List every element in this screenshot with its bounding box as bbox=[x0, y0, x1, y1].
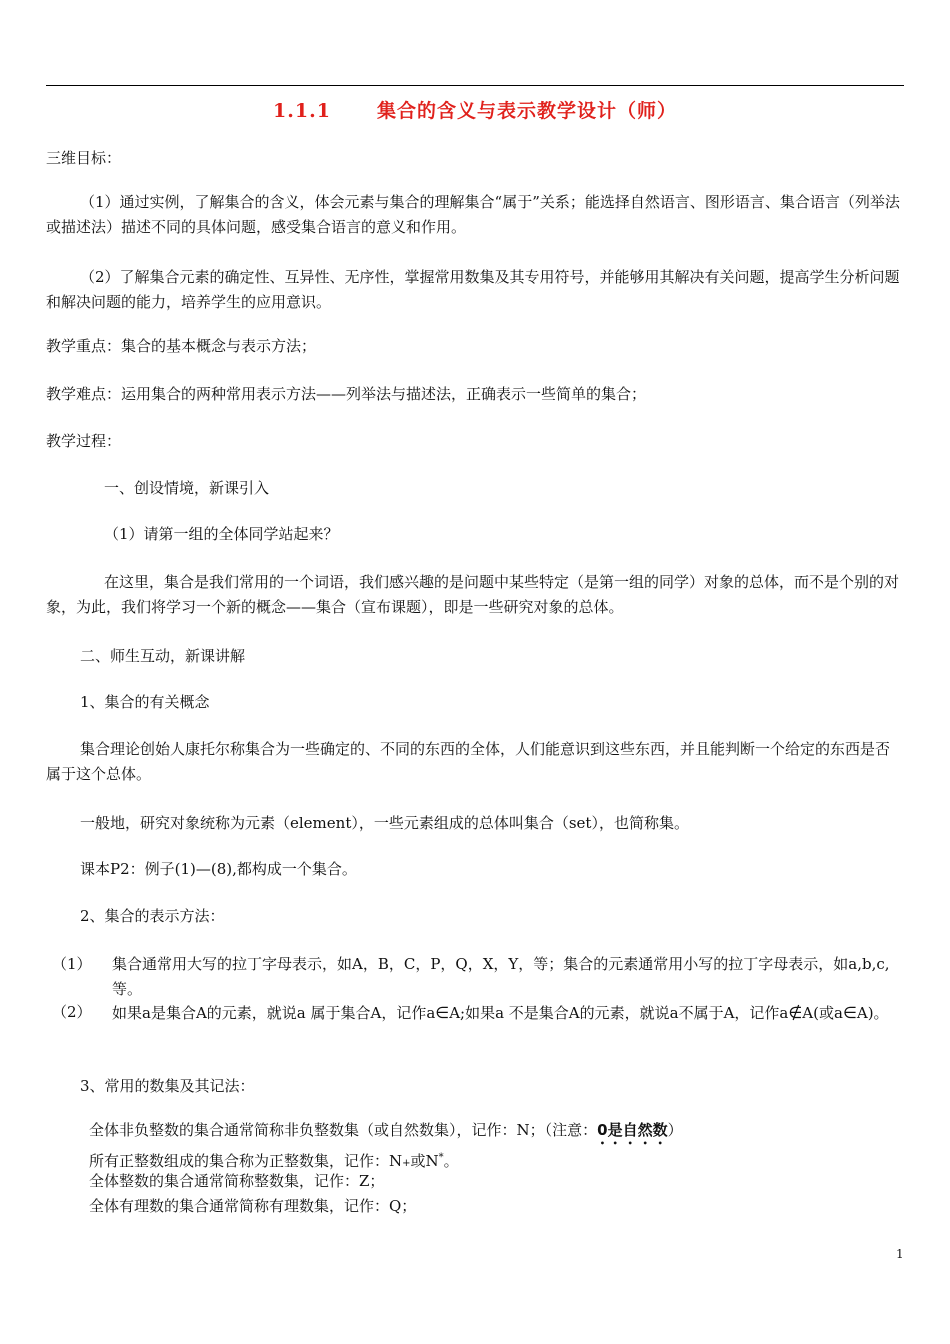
sub2-item-2 bbox=[52, 1000, 904, 1050]
header-rule bbox=[46, 85, 904, 86]
item-2-part-b: A;如果a 不是集合A的元素，就说a不属于A，记作a bbox=[449, 1004, 789, 1022]
section-number: 1.1.1 bbox=[273, 100, 331, 122]
item-1-text: 集合通常用大写的拉丁字母表示，如A，B，C，P，Q，X，Y，等；集合的元素通常用小写的拉丁字母表示，如a,b,c,等。 bbox=[112, 955, 890, 998]
process-heading: 教学过程： bbox=[46, 432, 122, 450]
sub3-heading: 3、常用的数集及其记法： bbox=[80, 1077, 255, 1095]
key-point: 教学重点：集合的基本概念与表示方法； bbox=[46, 337, 317, 355]
difficulty: 教学难点：运用集合的两种常用表示方法——列举法与描述法，正确表示一些简单的集合； bbox=[46, 385, 647, 403]
natural-number-note: 0是自然数 bbox=[597, 1121, 668, 1139]
goal-item-2: （2）了解集合元素的确定性、互异性、无序性，掌握常用数集及其专用符号，并能够用其解决有关问题，提高学生分析问题和解决问题的能力，培养学生的应用意识。 bbox=[46, 268, 900, 311]
plus-subscript: + bbox=[402, 1158, 411, 1169]
page-number: 1 bbox=[896, 1247, 904, 1261]
title-text: 集合的含义与表示教学设计（师） bbox=[376, 100, 677, 122]
part2-heading: 二、师生互动，新课讲解 bbox=[80, 647, 246, 665]
part1-question: （1）请第一组的全体同学站起来？ bbox=[104, 525, 339, 543]
sub3-line-1-end: ） bbox=[667, 1121, 683, 1139]
document-title bbox=[0, 96, 950, 123]
element-of-symbol-2: ∈ bbox=[842, 1003, 857, 1022]
item-2-part-d: A)。 bbox=[856, 1004, 889, 1022]
goals-heading: 三维目标： bbox=[46, 149, 122, 167]
sub3-line-2-end: 。 bbox=[443, 1152, 459, 1170]
part1-heading: 一、创设情境，新课引入 bbox=[104, 479, 270, 497]
item-2-label: （2） bbox=[52, 1003, 92, 1021]
item-2-part-c: A(或a bbox=[802, 1004, 843, 1022]
sub3-line-1 bbox=[89, 1118, 683, 1148]
sub1-text-2: 一般地，研究对象统称为元素（element），一些元素组成的总体叫集合（set），也简称集。 bbox=[80, 814, 689, 832]
not-element-of-symbol: ∉ bbox=[788, 1003, 803, 1022]
sub1-heading: 1、集合的有关概念 bbox=[80, 693, 210, 711]
sub1-text-1: 集合理论创始人康托尔称集合为一些确定的、不同的东西的全体，人们能意识到这些东西，并且能判断一个给定的东西是否属于这个总体。 bbox=[46, 740, 891, 783]
element-of-symbol: ∈ bbox=[435, 1003, 450, 1022]
sub2-heading: 2、集合的表示方法： bbox=[80, 907, 225, 925]
sub3-line-4: 全体有理数的集合通常简称有理数集，记作：Q； bbox=[89, 1197, 417, 1215]
sub3-line-1-text: 全体非负整数的集合通常简称非负整数集（或自然数集），记作：N；（注意： bbox=[89, 1121, 598, 1139]
sub2-item-1 bbox=[52, 952, 904, 1002]
goal-item-1: （1）通过实例，了解集合的含义，体会元素与集合的理解集合“属于”关系；能选择自然语言、图形语言、集合语言（列举法或描述法）描述不同的具体问题，感受集合语言的意义和作用。 bbox=[46, 193, 900, 236]
sub3-line-3: 全体整数的集合通常简称整数集，记作：Z； bbox=[89, 1172, 385, 1190]
item-2-part-a: 如果a是集合A的元素，就说a 属于集合A，记作a bbox=[112, 1004, 436, 1022]
sub3-line-2-or: 或N bbox=[410, 1152, 439, 1170]
star-superscript: * bbox=[438, 1152, 444, 1163]
item-2-text bbox=[112, 1000, 904, 1026]
sub1-text-3: 课本P2：例子(1)—(8),都构成一个集合。 bbox=[80, 860, 357, 878]
item-1-label: （1） bbox=[52, 955, 92, 973]
sub3-line-2-text: 所有正整数组成的集合称为正整数集，记作：N bbox=[89, 1152, 403, 1170]
part1-text: 在这里，集合是我们常用的一个词语，我们感兴趣的是问题中某些特定（是第一组的同学）对象的总体，而不是个别的对象，为此，我们将学习一个新的概念——集合（宣布课题），即是一些研究对象的总体。 bbox=[46, 573, 900, 616]
